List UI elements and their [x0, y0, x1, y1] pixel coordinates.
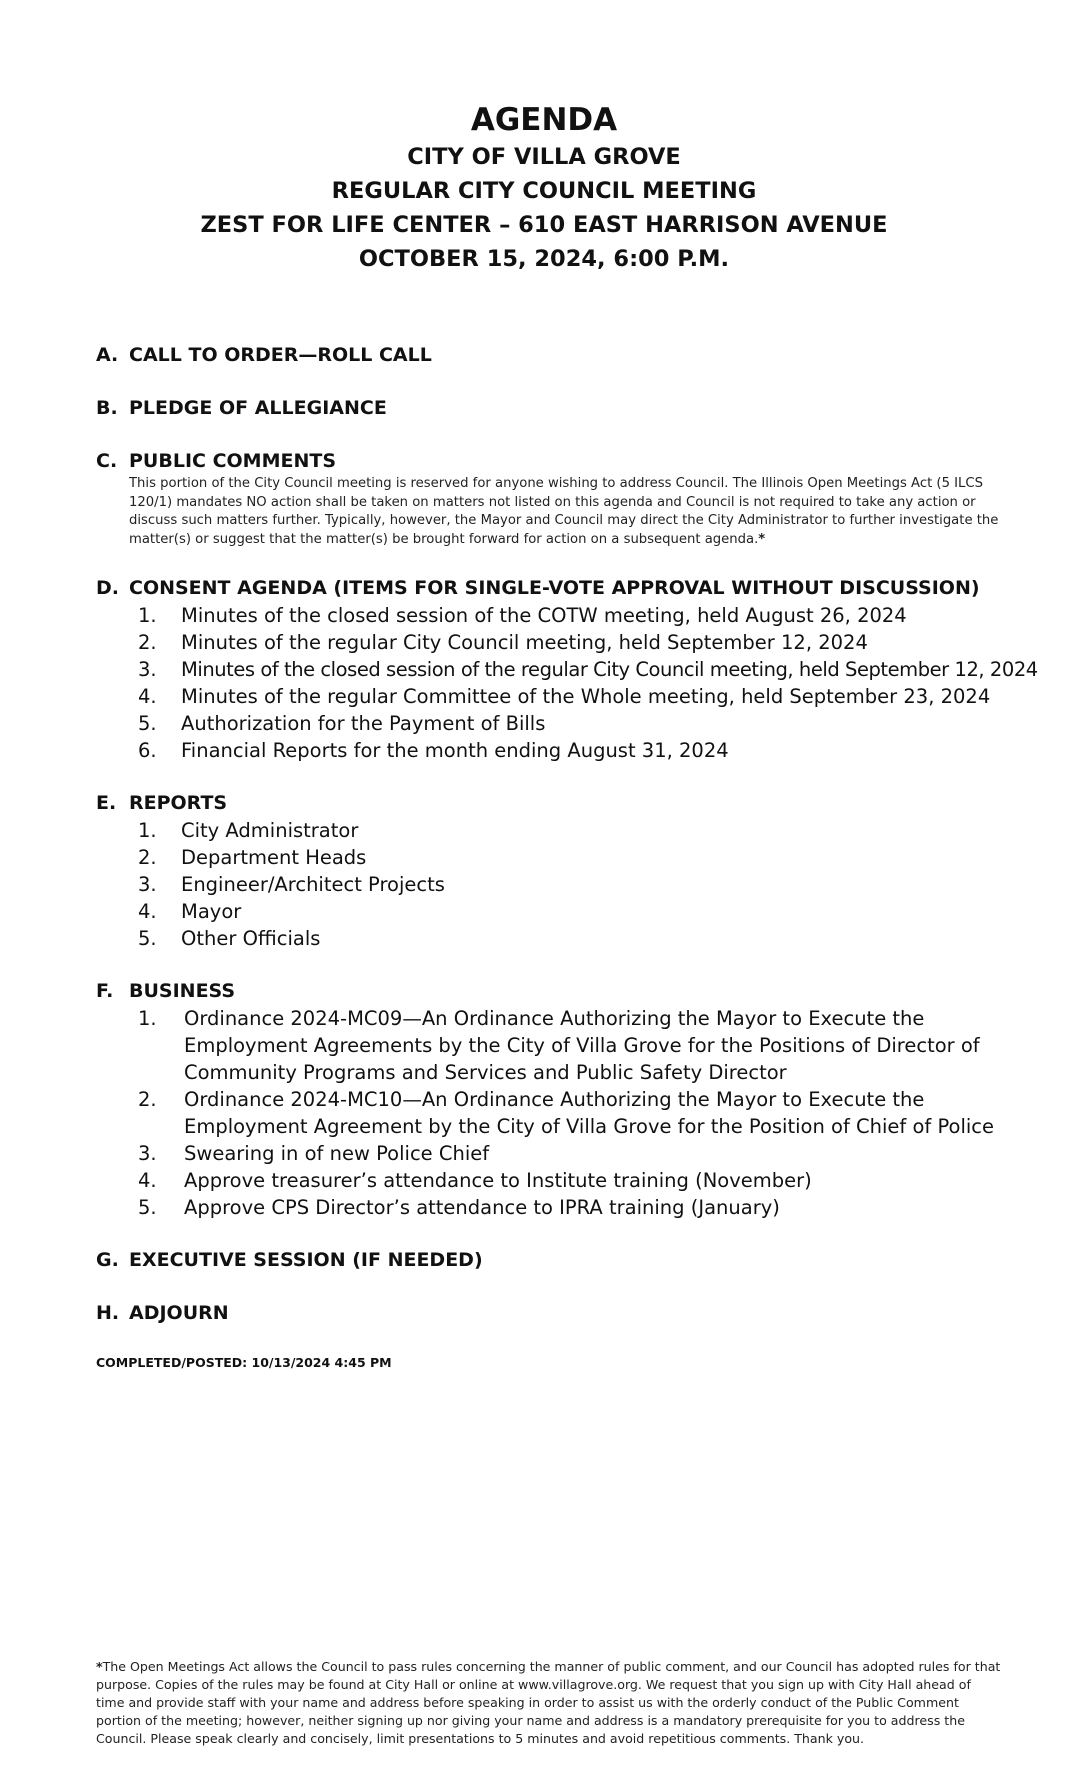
section-title: PUBLIC COMMENTS — [129, 450, 337, 472]
reports-list — [96, 817, 1006, 952]
section-title: PLEDGE OF ALLEGIANCE — [129, 397, 387, 419]
footnote-marker: * — [96, 1659, 103, 1674]
item-text: Ordinance 2024-MC09—An Ordinance Authorizing the Mayor to Execute the Employment Agreements by the City of Villa Grove for the Positions of Director of Community Programs and Services and Public Safety Director — [184, 1007, 980, 1084]
section-letter: C. — [96, 450, 118, 472]
list-item — [96, 629, 1006, 656]
footnote-text: The Open Meetings Act allows the Council to pass rules concerning the manner of public comment, and our Council has adopted rules for that purpose. Copies of the rules may be found at City Hall or online at www.villagrove.org. We request that you sign up with City Hall ahead of time and provide staff with your name and address before speaking in order to assist us with the orderly conduct of the Public Comment portion of the meeting; however, neither signing up nor giving your name and address is a mandatory prerequisite for you to address the Council. Please speak clearly and concisely, limit presentations to 5 minutes and avoid repetitious comments. Thank you. — [96, 1659, 1001, 1746]
posted-timestamp: COMPLETED/POSTED: 10/13/2024 4:45 PM — [96, 1355, 392, 1370]
item-number: 3. — [138, 873, 157, 896]
meeting-location: ZEST FOR LIFE CENTER – 610 EAST HARRISON AVENUE — [200, 212, 888, 238]
item-number: 2. — [138, 1088, 157, 1111]
section-letter: B. — [96, 397, 118, 419]
item-text: Ordinance 2024-MC10—An Ordinance Authorizing the Mayor to Execute the Employment Agreement by the City of Villa Grove for the Position of Chief of Police — [184, 1088, 995, 1138]
section-consent-agenda — [96, 575, 1038, 764]
item-number: 4. — [138, 685, 157, 708]
list-item — [96, 1086, 1006, 1140]
section-adjourn — [96, 1300, 1006, 1327]
section-executive-session — [96, 1247, 1006, 1274]
section-public-comments — [96, 448, 1006, 549]
section-title: CALL TO ORDER—ROLL CALL — [129, 344, 432, 366]
note-text: This portion of the City Council meeting is reserved for anyone wishing to address Council. The Illinois Open Meetings Act (5 ILCS 120/1) mandates NO action shall be taken on matters not listed on this agenda and Council is not required to take any action or discuss such matters further. Typically, however, the Mayor and Council may direct the City Administrator to further investigate the matter(s) or suggest that the matter(s) be brought forward for action on a subsequent agenda. — [129, 476, 999, 547]
section-letter: D. — [96, 577, 119, 599]
section-letter: E. — [96, 792, 117, 814]
item-text: Other Officials — [181, 927, 321, 950]
list-item — [96, 737, 1006, 764]
footnote — [96, 1658, 1001, 1748]
business-list — [96, 1005, 1006, 1221]
item-number: 5. — [138, 712, 157, 735]
list-item — [96, 925, 1006, 952]
public-comments-note — [129, 475, 1006, 549]
section-letter: H. — [96, 1302, 120, 1324]
list-item — [96, 1140, 1006, 1167]
item-text: Minutes of the closed session of the regular City Council meeting, held September 12, 2024 — [181, 658, 1038, 681]
item-number: 1. — [138, 1007, 157, 1030]
item-text: Mayor — [181, 900, 242, 923]
agenda-body — [96, 342, 1038, 1353]
section-letter: G. — [96, 1249, 119, 1271]
section-heading — [96, 1247, 1006, 1274]
section-heading — [96, 790, 1006, 817]
section-letter: F. — [96, 980, 114, 1002]
section-letter: A. — [96, 344, 119, 366]
item-number: 3. — [138, 658, 157, 681]
list-item — [96, 1194, 1006, 1221]
section-heading — [96, 448, 1006, 475]
list-item — [96, 844, 1006, 871]
section-pledge — [96, 395, 1006, 422]
list-item — [96, 602, 1006, 629]
item-text: Swearing in of new Police Chief — [184, 1142, 490, 1165]
section-title: CONSENT AGENDA (ITEMS FOR SINGLE-VOTE APPROVAL WITHOUT DISCUSSION) — [129, 577, 980, 599]
section-title: BUSINESS — [129, 980, 236, 1002]
list-item — [96, 710, 1006, 737]
item-number: 4. — [138, 900, 157, 923]
item-number: 5. — [138, 1196, 157, 1219]
section-title: EXECUTIVE SESSION (IF NEEDED) — [129, 1249, 483, 1271]
item-number: 1. — [138, 819, 157, 842]
item-text: Minutes of the regular City Council meeting, held September 12, 2024 — [181, 631, 868, 654]
item-text: Department Heads — [181, 846, 367, 869]
list-item — [96, 817, 1006, 844]
section-reports — [96, 790, 1006, 952]
item-number: 3. — [138, 1142, 157, 1165]
list-item — [96, 898, 1006, 925]
section-heading — [96, 342, 1006, 369]
item-text: Financial Reports for the month ending August 31, 2024 — [181, 739, 729, 762]
item-text: City Administrator — [181, 819, 359, 842]
city-name: CITY OF VILLA GROVE — [407, 144, 681, 170]
list-item — [96, 1005, 1006, 1086]
list-item — [96, 1167, 1006, 1194]
item-text: Minutes of the closed session of the COTW meeting, held August 26, 2024 — [181, 604, 907, 627]
section-call-to-order — [96, 342, 1006, 369]
item-number: 2. — [138, 846, 157, 869]
section-title: REPORTS — [129, 792, 228, 814]
footnote-marker: * — [758, 531, 766, 547]
list-item — [96, 683, 1006, 710]
list-item — [96, 871, 1006, 898]
item-number: 4. — [138, 1169, 157, 1192]
item-text: Approve CPS Director’s attendance to IPRA training (January) — [184, 1196, 780, 1219]
section-heading — [96, 1300, 1006, 1327]
section-heading — [96, 978, 1006, 1005]
meeting-type: REGULAR CITY COUNCIL MEETING — [331, 178, 757, 204]
item-text: Engineer/Architect Projects — [181, 873, 445, 896]
item-number: 6. — [138, 739, 157, 762]
section-heading — [96, 575, 1006, 602]
item-text: Authorization for the Payment of Bills — [181, 712, 546, 735]
item-text: Approve treasurer’s attendance to Institute training (November) — [184, 1169, 812, 1192]
meeting-date: OCTOBER 15, 2024, 6:00 P.M. — [358, 246, 730, 272]
item-text: Minutes of the regular Committee of the Whole meeting, held September 23, 2024 — [181, 685, 991, 708]
item-number: 2. — [138, 631, 157, 654]
list-item — [96, 656, 1038, 683]
section-heading — [96, 395, 1006, 422]
section-title: ADJOURN — [129, 1302, 229, 1324]
item-number: 5. — [138, 927, 157, 950]
section-business — [96, 978, 1006, 1221]
agenda-header — [0, 100, 1088, 276]
consent-agenda-list — [96, 602, 1038, 764]
item-number: 1. — [138, 604, 157, 627]
page-title: AGENDA — [470, 102, 618, 138]
